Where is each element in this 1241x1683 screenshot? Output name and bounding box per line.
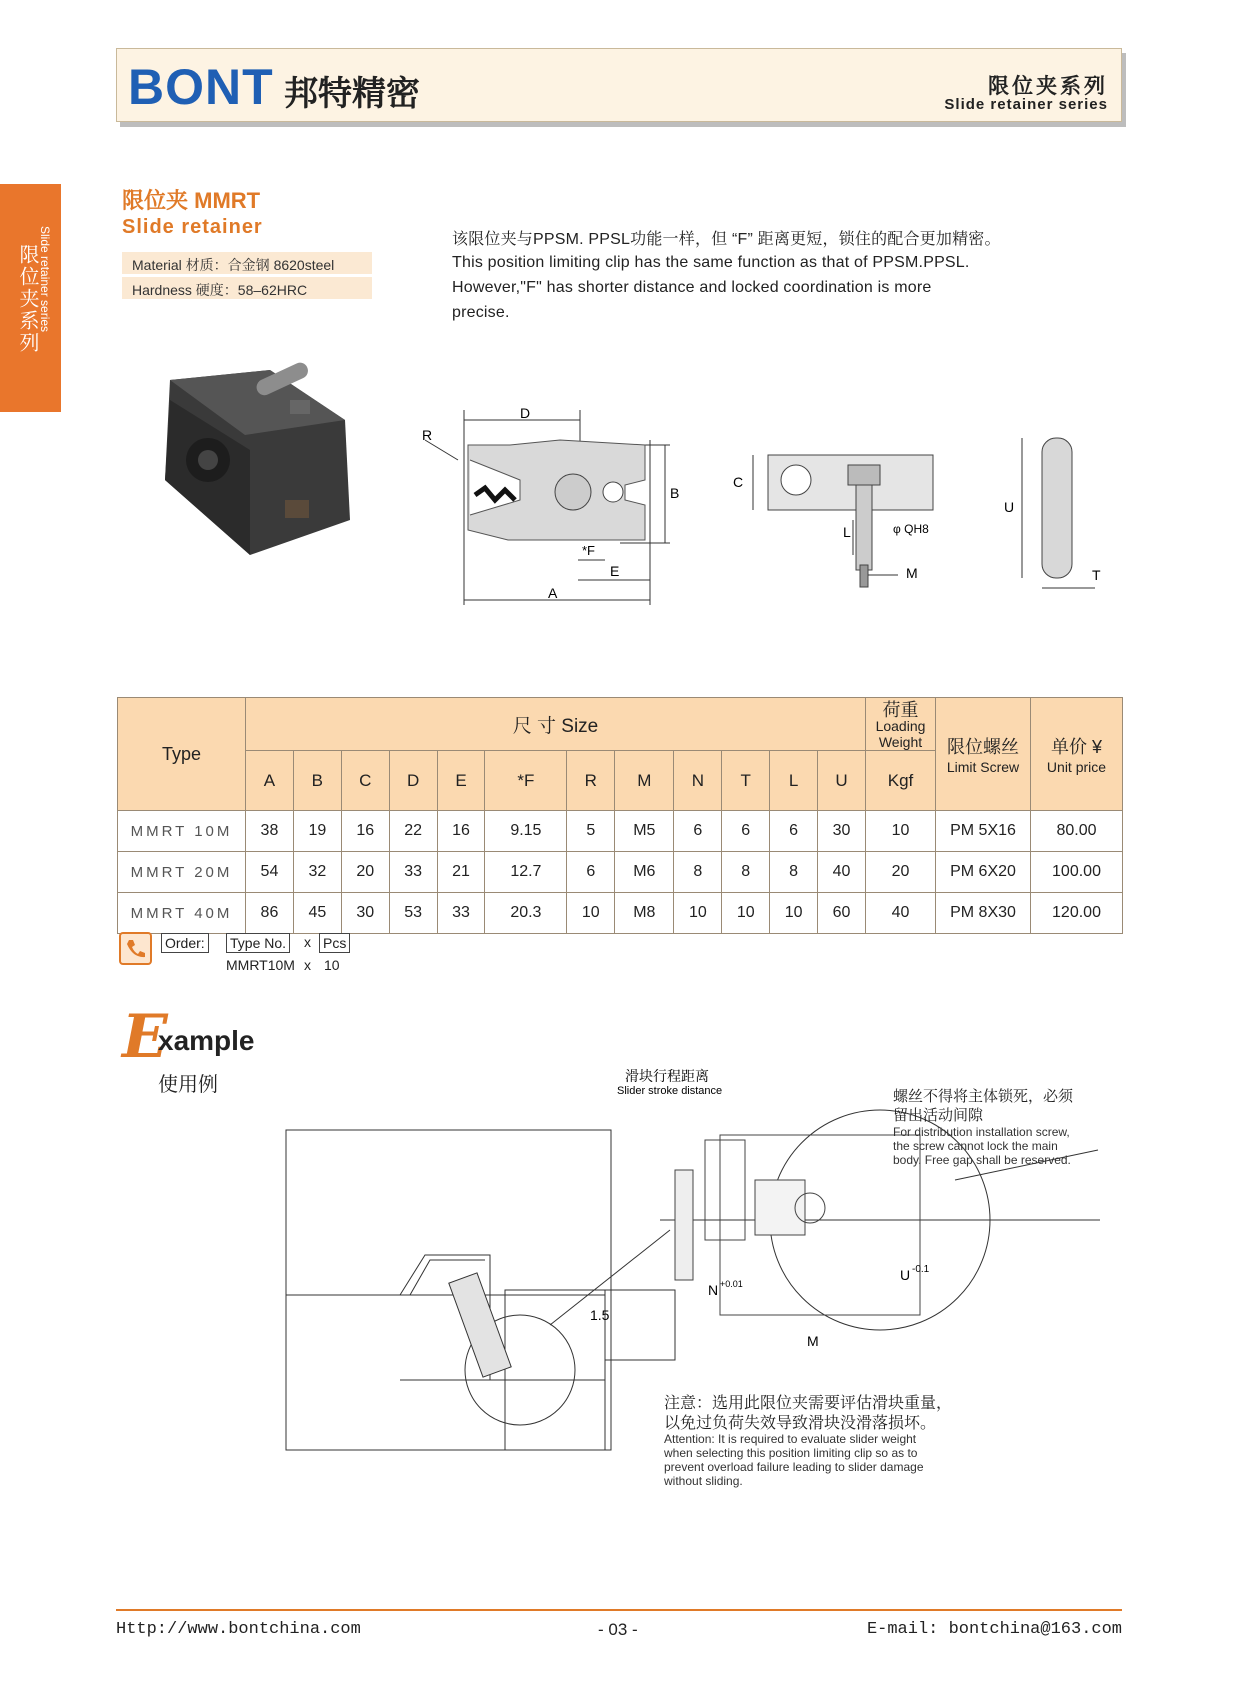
table-cell: MMRT 40M — [118, 893, 246, 934]
table-cell: 53 — [389, 893, 437, 934]
dim-B-label: B — [670, 485, 680, 501]
stroke-cn: 滑块行程距离 — [625, 1068, 709, 1084]
table-cell: 10 — [866, 811, 936, 852]
screw-note-en-2: the screw cannot lock the main — [893, 1139, 1058, 1153]
table-cell: 8 — [770, 852, 818, 893]
screw-header: 限位螺丝 Limit Screw — [936, 698, 1031, 811]
table-cell: 6 — [674, 811, 722, 852]
table-cell: 100.00 — [1031, 852, 1123, 893]
page-number: - 03 - — [598, 1620, 638, 1639]
attention-cn-1: 注意：选用此限位夹需要评估滑块重量， — [664, 1395, 953, 1412]
example-title-e: E — [122, 1002, 168, 1072]
table-cell: 12.7 — [485, 852, 567, 893]
table-cell: 45 — [293, 893, 341, 934]
series-title-en: Slide retainer series — [944, 96, 1108, 113]
col-header-0: A — [246, 751, 294, 811]
col-header-6: R — [567, 751, 615, 811]
weight-unit: Kgf — [866, 751, 936, 811]
dim-A-label: A — [548, 585, 558, 601]
table-cell: PM 6X20 — [936, 852, 1031, 893]
table-cell: 6 — [567, 852, 615, 893]
dim-E-label: E — [610, 563, 620, 579]
table-cell: PM 5X16 — [936, 811, 1031, 852]
dim-U-label: U — [1004, 499, 1015, 515]
size-table — [117, 697, 1123, 934]
col-header-3: D — [389, 751, 437, 811]
dim-L-label: L — [843, 524, 851, 540]
screw-note-cn-2: 留出活动间隙 — [893, 1107, 984, 1124]
footer-email[interactable]: E-mail: bontchina@163.com — [866, 1620, 1122, 1639]
table-cell: 21 — [437, 852, 485, 893]
table-cell: 10 — [674, 893, 722, 934]
table-cell: 20 — [866, 852, 936, 893]
pin-drawing — [1000, 430, 1115, 595]
screw-note-en-1: For distribution installation screw, — [893, 1125, 1070, 1139]
attention-en-2: when selecting this position limiting clip so as to — [664, 1446, 918, 1460]
attention-cn-2: 以免过负荷失效导致滑块没滑落损坏。 — [664, 1415, 937, 1432]
weight-header: 荷重 Loading Weight — [866, 698, 936, 751]
table-cell: 40 — [866, 893, 936, 934]
table-cell: 33 — [437, 893, 485, 934]
dim-N: N — [708, 1282, 719, 1298]
dim-1-5: 1.5 — [590, 1307, 610, 1323]
col-header-7: M — [615, 751, 674, 811]
footer-divider — [116, 1609, 1122, 1611]
order-example-x: x — [304, 957, 311, 973]
table-cell: 19 — [293, 811, 341, 852]
table-cell: 120.00 — [1031, 893, 1123, 934]
dim-C-label: C — [733, 474, 744, 490]
attention-en-4: without sliding. — [664, 1474, 743, 1488]
side-tab-en: Slide retainer series — [38, 226, 52, 333]
desc-cn: 该限位夹与PPSM. PPSL功能一样，但 “F” 距离更短，锁住的配合更加精密。 — [452, 231, 1001, 248]
table-cell: 5 — [567, 811, 615, 852]
product-title-en: Slide retainer — [122, 216, 263, 238]
desc-en-1: This position limiting clip has the same function as that of PPSM.PPSL. — [452, 254, 970, 271]
dim-U-example: U — [900, 1267, 911, 1283]
side-tab-cn: 限位夹系列 — [16, 244, 38, 354]
table-cell: 32 — [293, 852, 341, 893]
dim-QH8-label: φ QH8 — [893, 522, 929, 536]
table-cell: MMRT 10M — [118, 811, 246, 852]
col-header-8: N — [674, 751, 722, 811]
col-header-4: E — [437, 751, 485, 811]
table-row — [118, 811, 1123, 852]
col-header-9: T — [722, 751, 770, 811]
col-header-10: L — [770, 751, 818, 811]
dim-M-label: M — [906, 565, 918, 581]
table-cell: 20.3 — [485, 893, 567, 934]
table-cell: 86 — [246, 893, 294, 934]
dim-R-label: R — [422, 427, 433, 443]
table-cell: 38 — [246, 811, 294, 852]
table-cell: 16 — [341, 811, 389, 852]
table-cell: 20 — [341, 852, 389, 893]
order-pcs: Pcs — [319, 933, 350, 953]
table-cell: 60 — [818, 893, 866, 934]
example-title-cn: 使用例 — [158, 1074, 218, 1096]
table-cell: M5 — [615, 811, 674, 852]
table-cell: 6 — [722, 811, 770, 852]
product-title-cn: 限位夹 MMRT — [122, 188, 261, 213]
table-cell: 8 — [674, 852, 722, 893]
table-cell: 16 — [437, 811, 485, 852]
col-header-2: C — [341, 751, 389, 811]
col-header-11: U — [818, 751, 866, 811]
table-cell: MMRT 20M — [118, 852, 246, 893]
table-cell: 22 — [389, 811, 437, 852]
order-example-qty: 10 — [324, 957, 340, 973]
dim-U-tol: -0.1 — [912, 1264, 930, 1275]
table-row — [118, 893, 1123, 934]
material-spec: Material 材质：合金钢 8620steel — [122, 252, 372, 274]
product-photo — [150, 360, 360, 560]
screw-note-en-3: body. Free gap shall be reserved. — [893, 1153, 1071, 1167]
attention-en-1: Attention: It is required to evaluate slider weight — [664, 1432, 917, 1446]
stroke-en: Slider stroke distance — [617, 1085, 723, 1097]
dim-N-tol: +0.01 — [720, 1279, 743, 1289]
table-cell: M6 — [615, 852, 674, 893]
desc-en-2: However,"F" has shorter distance and locked coordination is more — [452, 279, 932, 296]
series-title-cn: 限位夹系列 — [988, 75, 1108, 98]
size-header: 尺 寸 Size — [246, 698, 866, 751]
table-cell: M8 — [615, 893, 674, 934]
example-title-rest: xample — [158, 1025, 255, 1056]
table-cell: PM 8X30 — [936, 893, 1031, 934]
col-header-1: B — [293, 751, 341, 811]
bont-logo: BONT — [128, 59, 274, 115]
side-view-drawing — [728, 440, 958, 600]
price-header: 单价 ¥ Unit price — [1031, 698, 1123, 811]
order-type-no: Type No. — [226, 933, 290, 953]
phone-order-icon — [119, 932, 152, 965]
front-view-drawing — [420, 400, 690, 610]
desc-en-3: precise. — [452, 304, 510, 321]
order-label: Order: — [161, 933, 209, 953]
table-cell: 54 — [246, 852, 294, 893]
screw-note-cn-1: 螺丝不得将主体锁死，必须 — [893, 1088, 1074, 1105]
table-row — [118, 852, 1123, 893]
table-cell: 10 — [722, 893, 770, 934]
table-cell: 10 — [770, 893, 818, 934]
table-cell: 40 — [818, 852, 866, 893]
dim-F-label: *F — [582, 543, 595, 558]
dim-T-label: T — [1092, 567, 1101, 583]
dim-D-label: D — [520, 405, 531, 421]
table-cell: 30 — [341, 893, 389, 934]
table-cell: 33 — [389, 852, 437, 893]
hardness-spec: Hardness 硬度：58–62HRC — [122, 277, 372, 299]
table-cell: 8 — [722, 852, 770, 893]
attention-en-3: prevent overload failure leading to slider damage — [664, 1460, 924, 1474]
col-header-5: *F — [485, 751, 567, 811]
table-cell: 10 — [567, 893, 615, 934]
order-example-type: MMRT10M — [226, 957, 295, 973]
order-x: x — [304, 934, 311, 950]
footer-url[interactable]: Http://www.bontchina.com — [116, 1620, 361, 1639]
table-cell: 6 — [770, 811, 818, 852]
table-cell: 30 — [818, 811, 866, 852]
table-cell: 9.15 — [485, 811, 567, 852]
type-header: Type — [118, 698, 246, 811]
logo-cn: 邦特精密 — [284, 74, 420, 114]
dim-M-example: M — [807, 1333, 819, 1349]
table-cell: 80.00 — [1031, 811, 1123, 852]
